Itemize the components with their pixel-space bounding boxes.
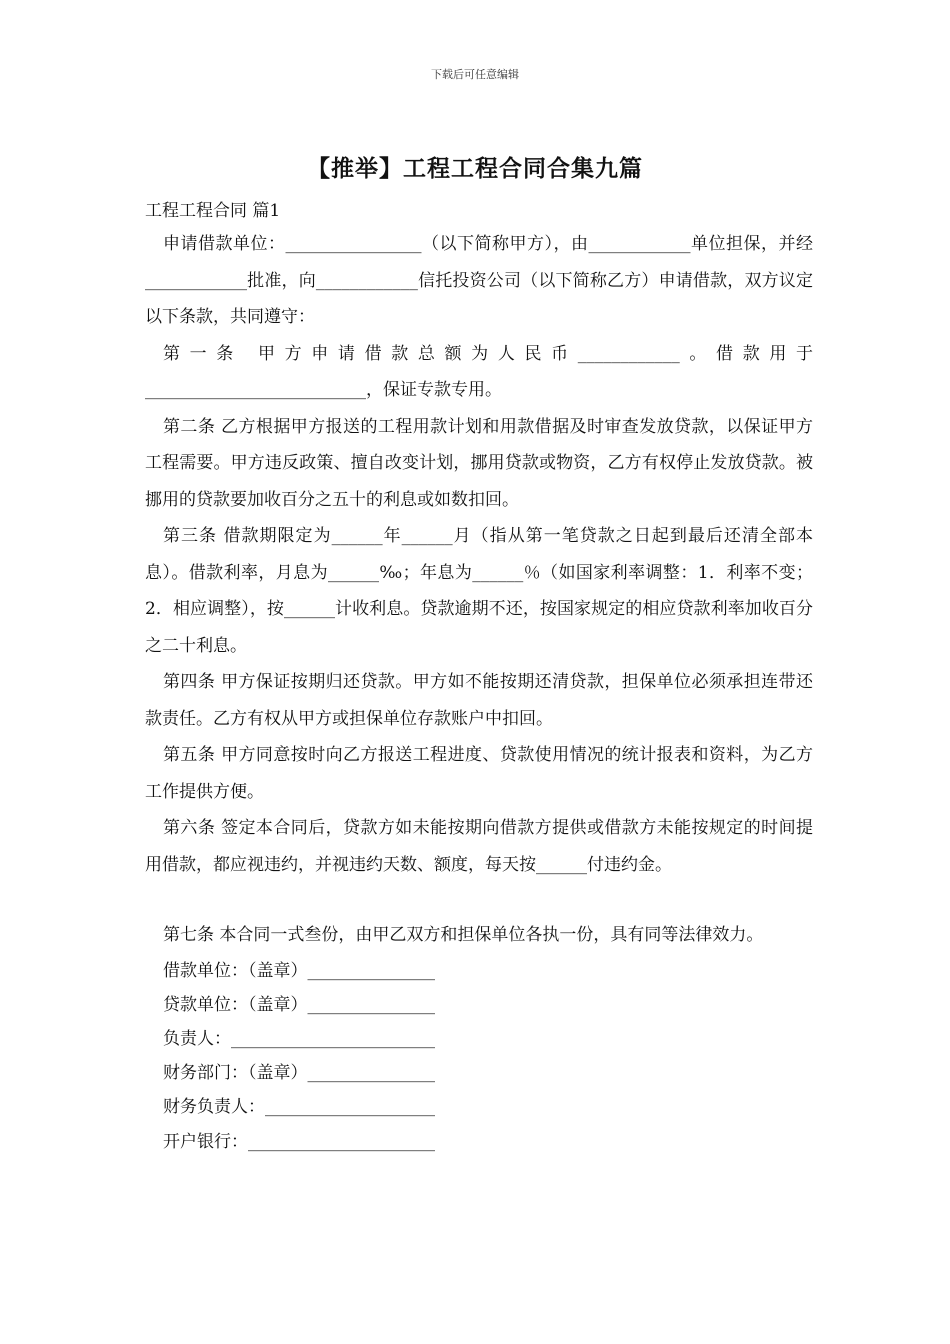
signature-line-borrower: 借款单位：（盖章）_______________ <box>163 960 435 981</box>
paragraph-article-6: 第六条 签定本合同后，贷款方如未能按期向借款方提供或借款方未能按规定的时间提用借款，都应视违约，并视违约天数、额度，每天按______付违约金。 <box>145 818 813 875</box>
section-subheading: 工程工程合同 篇1 <box>145 201 281 221</box>
document-title: 【推举】工程工程合同合集九篇 <box>307 155 643 182</box>
paragraph-gap <box>145 883 813 917</box>
header-note: 下载后可任意编辑 <box>431 68 519 81</box>
paragraph-article-7: 第七条 本合同一式叁份，由甲乙双方和担保单位各执一份，具有同等法律效力。 <box>163 925 764 945</box>
paragraph-article-3: 第三条 借款期限定为______年______月（指从第一笔贷款之日起到最后还清全部本息）。借款利率，月息为______‰；年息为______％（如国家利率调整：1．利率不变；2．相应调整），按______计收利息。贷款逾期不还，按国家规定的相应贷款利率加收百分之二十利息。 <box>145 526 813 656</box>
paragraph-article-4: 第四条 甲方保证按期归还贷款。甲方如不能按期还清贷款，担保单位必须承担连带还款责任。乙方有权从甲方或担保单位存款账户中扣回。 <box>145 672 813 729</box>
paragraph-intro: 申请借款单位：________________（以下简称甲方），由____________单位担保，并经____________批准，向____________信托投资公司（以下简称乙方）申请借款，双方议定以下条款，共同遵守： <box>145 234 813 327</box>
paragraph-article-1: 第一条 甲方申请借款总额为人民币____________。借款用于 __________________________，保证专款专用。 <box>145 343 813 400</box>
signature-line-finance-dept: 财务部门：（盖章）_______________ <box>163 1063 435 1084</box>
paragraph-article-2: 第二条 乙方根据甲方报送的工程用款计划和用款借据及时审查发放贷款，以保证甲方工程需要。甲方违反政策、擅自改变计划，挪用贷款或物资，乙方有权停止发放贷款。被挪用的贷款要加收百分之五十的利息或如数扣回。 <box>145 416 813 510</box>
signature-block <box>145 954 813 1159</box>
paragraph-article-5: 第五条 甲方同意按时向乙方报送工程进度、贷款使用情况的统计报表和资料，为乙方工作提供方便。 <box>145 745 813 802</box>
document-body <box>145 196 813 1159</box>
signature-line-lender: 贷款单位：（盖章）_______________ <box>163 994 435 1015</box>
signature-line-responsible-person: 负责人：________________________ <box>163 1028 435 1049</box>
signature-line-finance-head: 财务负责人：____________________ <box>163 1097 435 1118</box>
signature-line-bank: 开户银行：______________________ <box>163 1131 435 1152</box>
